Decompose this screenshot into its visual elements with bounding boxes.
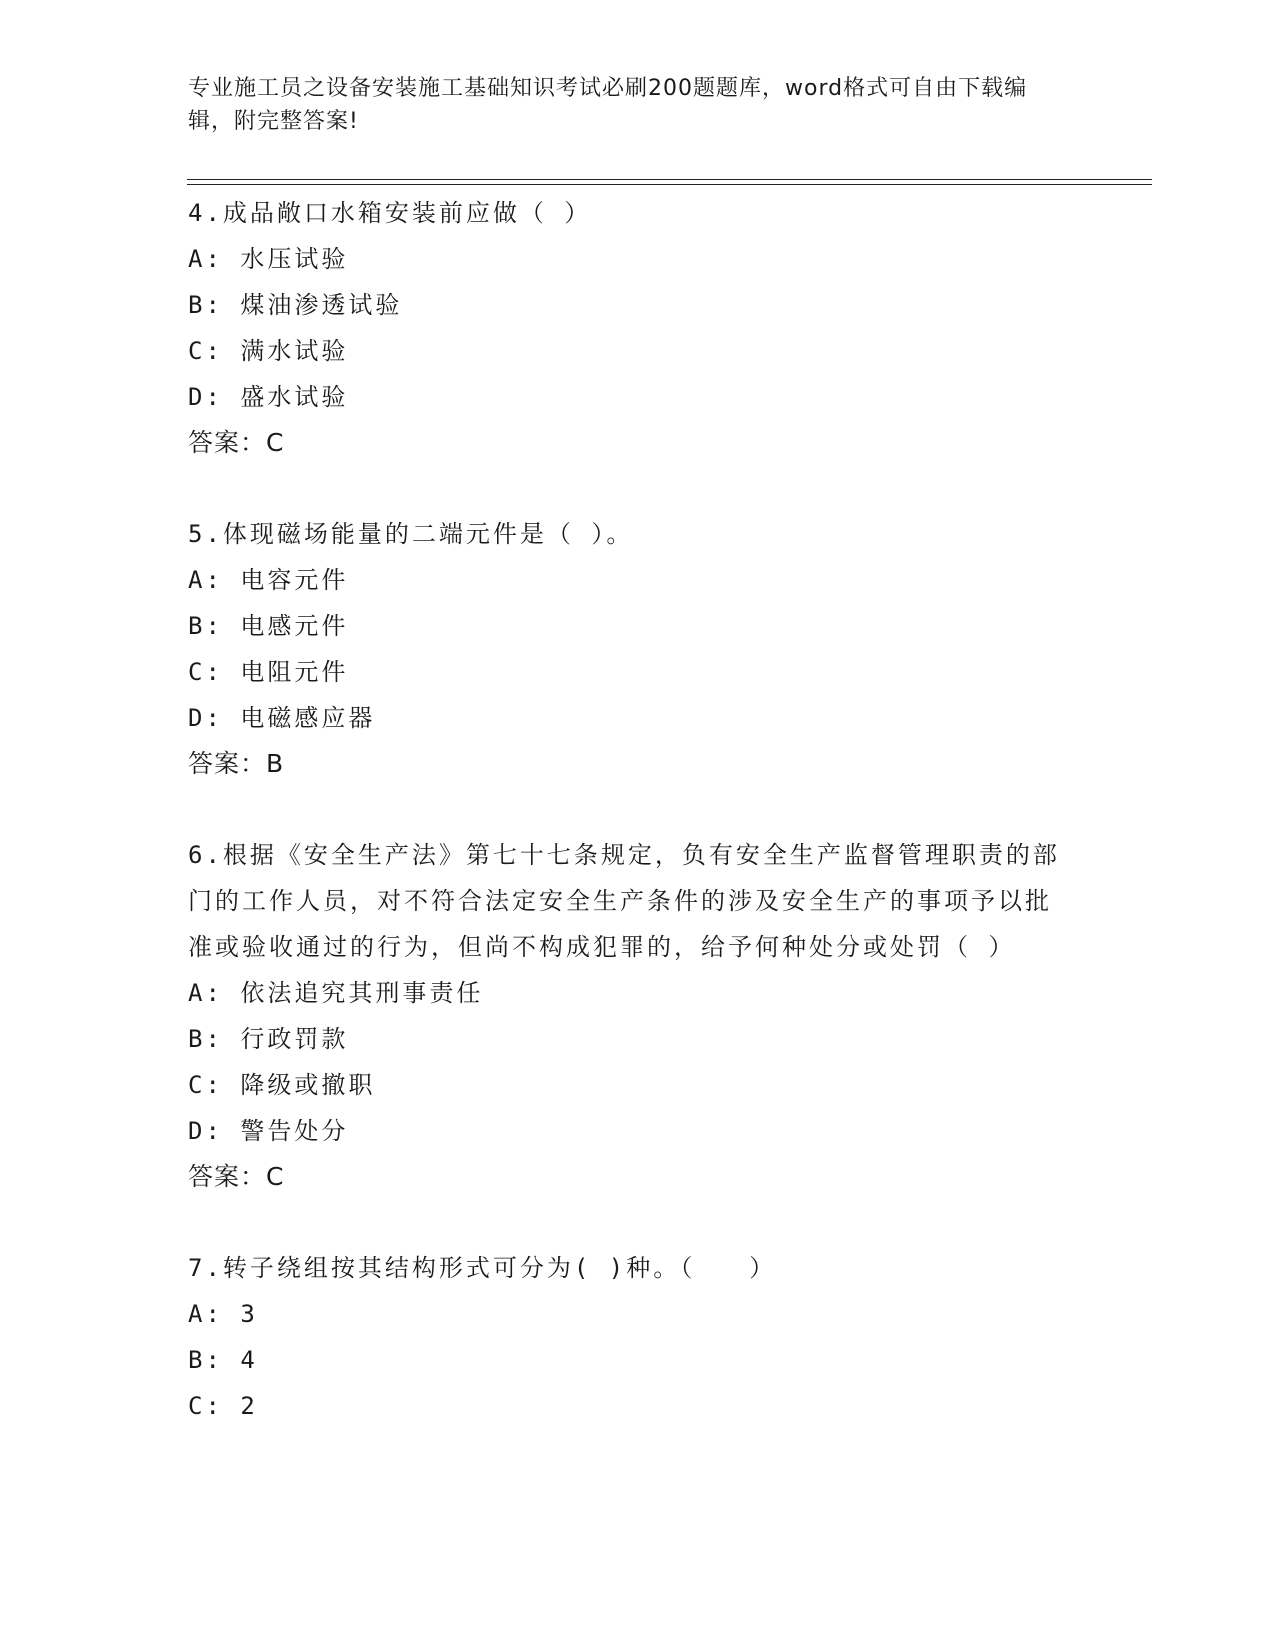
answer-line: 答案：B <box>188 749 285 778</box>
question-6 <box>188 832 1068 1200</box>
option-c: C: 满水试验 <box>188 337 349 365</box>
option-a: A: 电容元件 <box>188 566 349 594</box>
option-c: C: 降级或撤职 <box>188 1071 376 1099</box>
option-a: A: 依法追究其刑事责任 <box>188 979 484 1007</box>
question-stem: 4.成品敞口水箱安装前应做（ ） <box>188 199 592 227</box>
option-b: B: 电感元件 <box>188 612 349 640</box>
document-header <box>188 72 1068 138</box>
question-stem: 5.体现磁场能量的二端元件是（ ）。 <box>188 520 634 548</box>
question-4 <box>188 190 1068 466</box>
option-d: D: 电磁感应器 <box>188 704 376 732</box>
question-5 <box>188 511 1068 787</box>
answer-line: 答案：C <box>188 1162 285 1191</box>
option-d: D: 盛水试验 <box>188 383 349 411</box>
header-divider-bottom <box>187 184 1152 185</box>
option-a: A: 3 <box>188 1300 258 1328</box>
option-d: D: 警告处分 <box>188 1117 349 1145</box>
header-divider-top <box>187 179 1152 180</box>
question-stem: 7.转子绕组按其结构形式可分为( )种。（ ） <box>188 1254 777 1282</box>
option-a: A: 水压试验 <box>188 245 349 273</box>
option-c: C: 电阻元件 <box>188 658 349 686</box>
option-b: B: 行政罚款 <box>188 1025 349 1053</box>
answer-line: 答案：C <box>188 428 285 457</box>
document-title: 专业施工员之设备安装施工基础知识考试必刷200题题库，word格式可自由下载编辑，附完整答案! <box>188 76 1028 134</box>
option-b: B: 4 <box>188 1346 258 1374</box>
question-7 <box>188 1245 1068 1429</box>
question-list <box>188 190 1068 1474</box>
question-stem: 6.根据《安全生产法》第七十七条规定，负有安全生产监督管理职责的部门的工作人员，对不符合法定安全生产条件的涉及安全生产的事项予以批准或验收通过的行为，但尚不构成犯罪的，给予何种处分或处罚（ ） <box>188 841 1060 961</box>
option-b: B: 煤油渗透试验 <box>188 291 403 319</box>
option-c: C: 2 <box>188 1392 258 1420</box>
